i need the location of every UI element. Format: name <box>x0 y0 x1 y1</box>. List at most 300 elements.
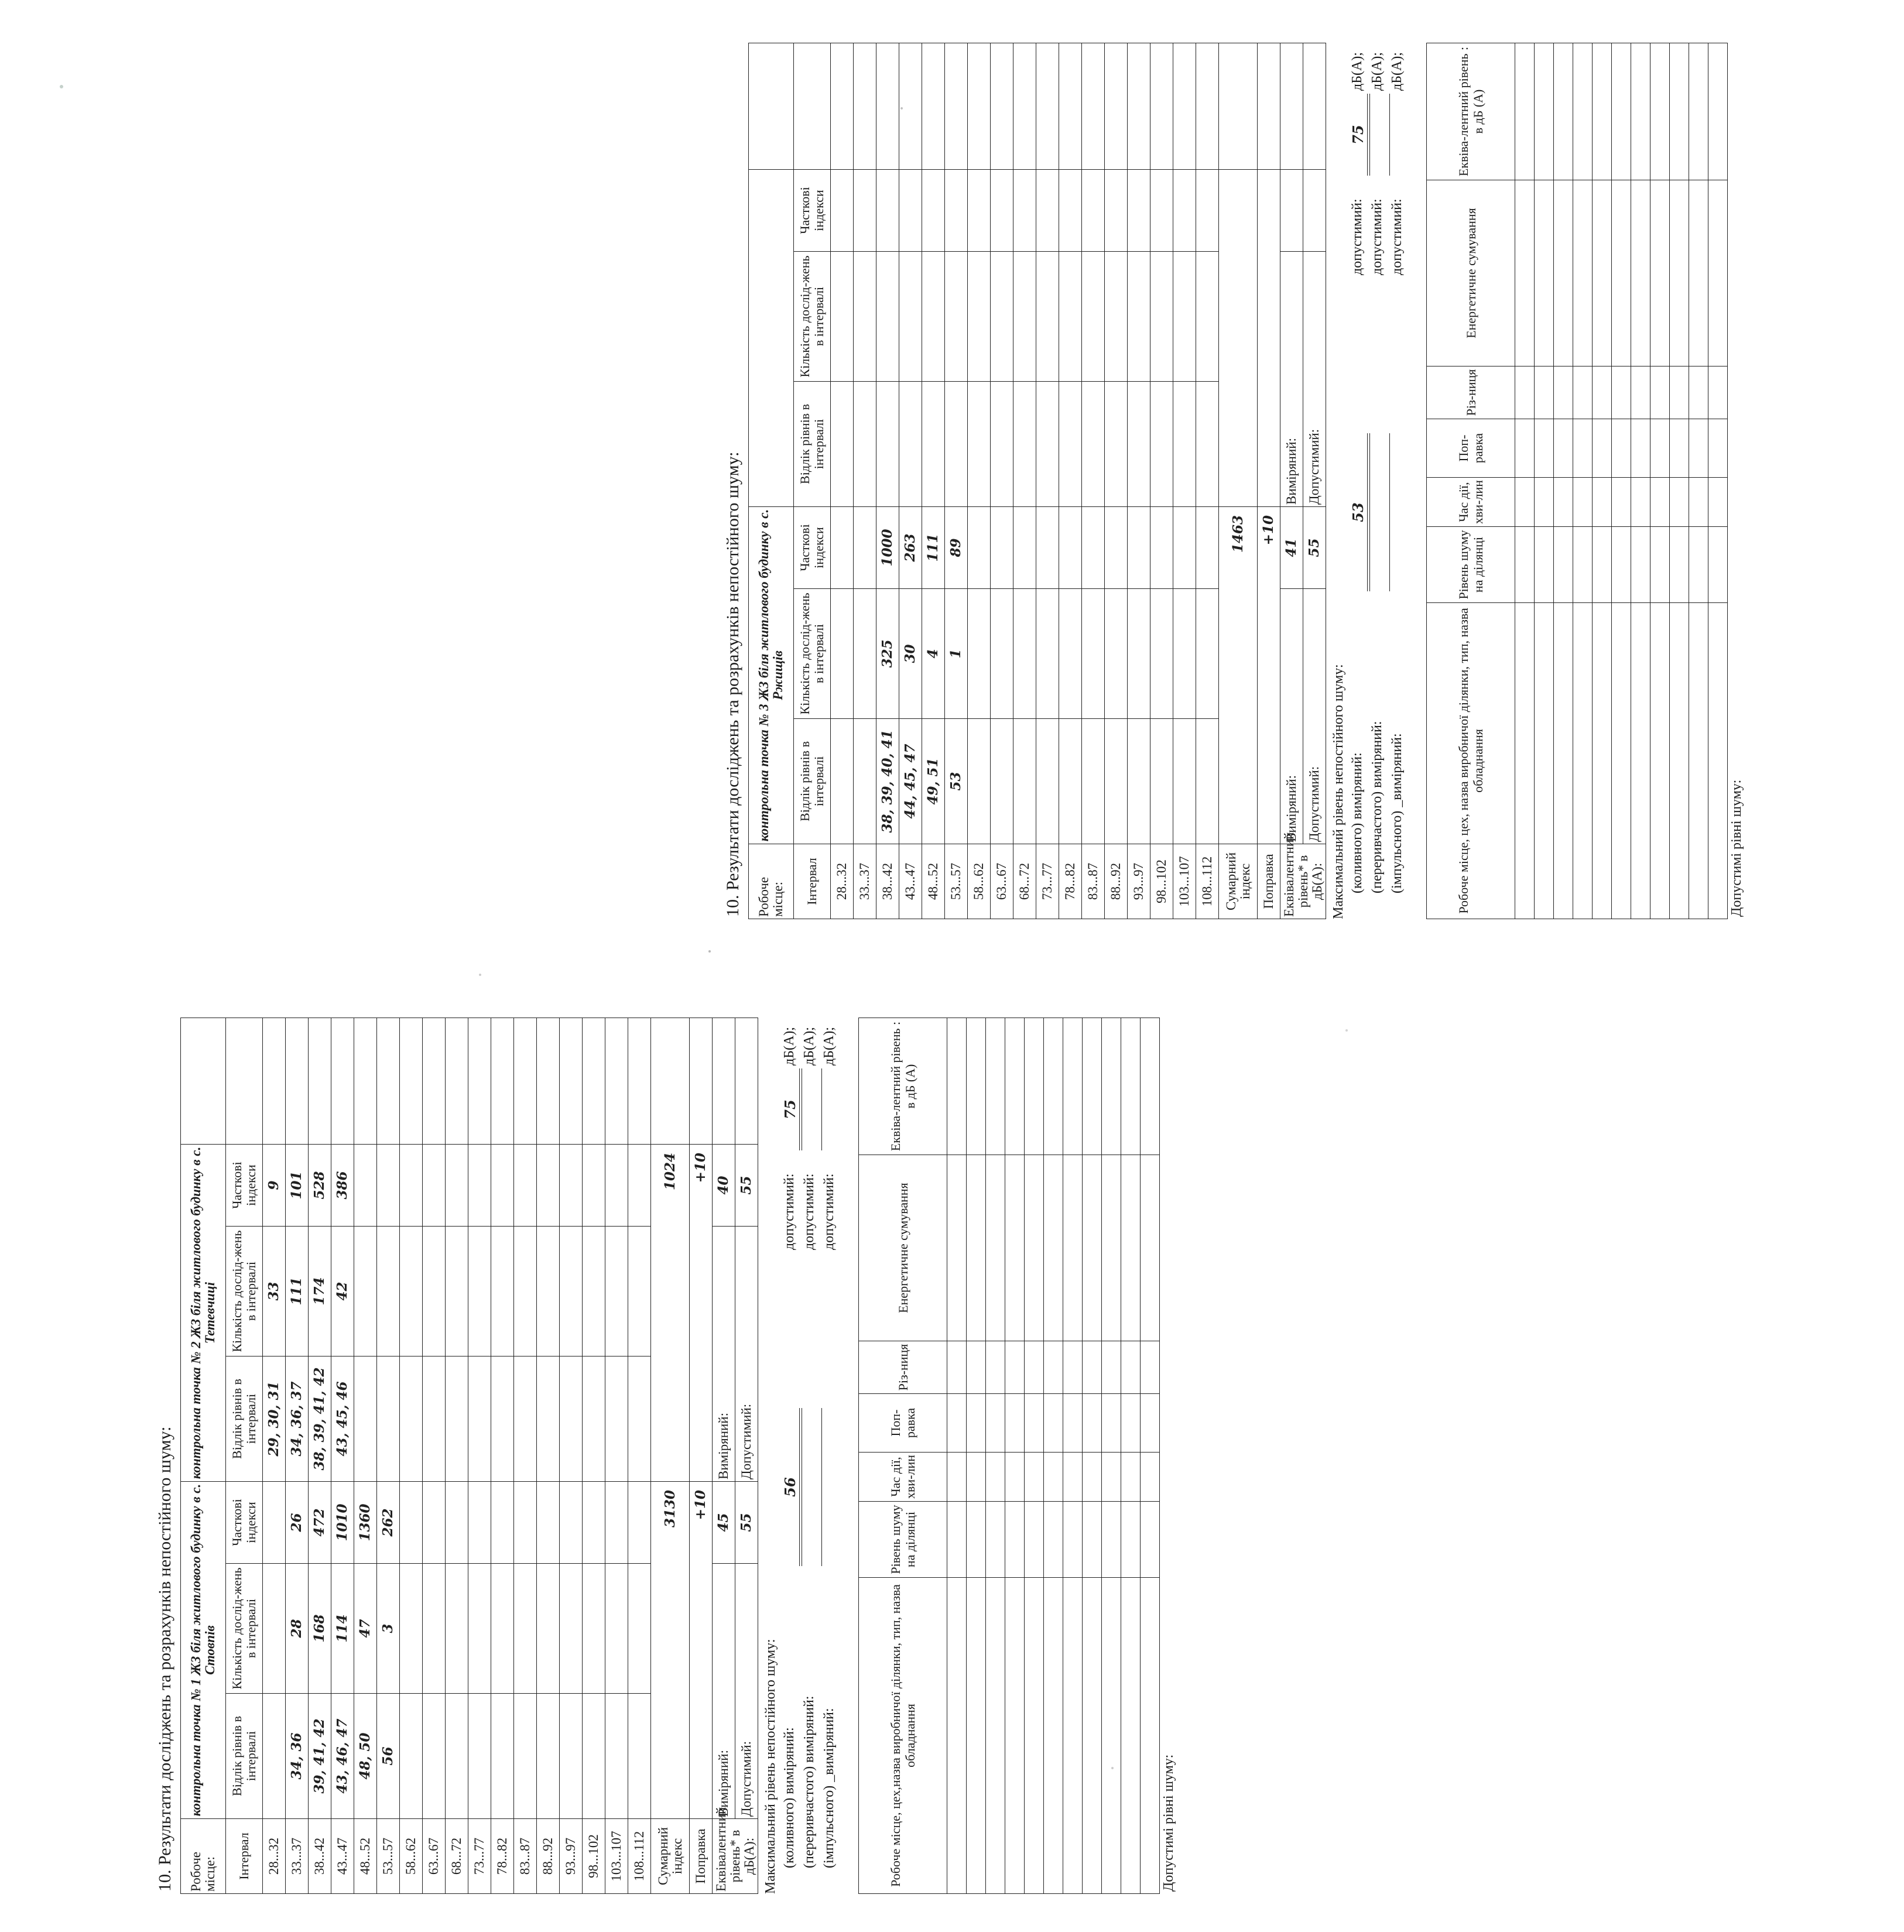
workplace-cell <box>1025 1155 1044 1341</box>
max-noise-unit: дБ(А); <box>802 1027 817 1066</box>
levels-cell <box>377 1356 400 1481</box>
sum-index-value: 1024 <box>651 1144 690 1481</box>
workplace-cell <box>1708 419 1728 478</box>
index-cell <box>1128 169 1150 251</box>
empty-cell <box>423 1018 446 1144</box>
levels-cell <box>922 382 945 507</box>
interval-row <box>899 43 922 919</box>
count-cell <box>968 589 991 719</box>
interval-cell: 33...37 <box>854 844 876 919</box>
empty-cell <box>1082 43 1105 169</box>
equivalent-level-header: Еквіва-лентний рівень : в дБ (А) <box>859 1018 947 1155</box>
workplace-cell <box>1005 1453 1025 1502</box>
max-noise-allowed-label: допустимий: <box>1369 198 1385 275</box>
index-cell <box>1128 507 1150 589</box>
index-cell <box>514 1144 537 1226</box>
workplace-cell <box>1141 1018 1160 1155</box>
levels-cell <box>899 382 922 507</box>
workplace-cell <box>1593 366 1612 419</box>
workplace-cell <box>1515 366 1535 419</box>
levels-cell <box>423 1694 446 1819</box>
empty-cell <box>945 43 968 169</box>
workplace-cell <box>1141 1394 1160 1453</box>
workplace-header: Робоче місце, цех,назва виробничої ділянки, тип, назва обладнання <box>859 1578 947 1894</box>
levels-cell <box>876 382 899 507</box>
max-noise-unit: дБ(А); <box>1389 52 1405 91</box>
index-cell: 89 <box>945 507 968 589</box>
workplace-row <box>1121 1018 1141 1894</box>
interval-cell: 108...112 <box>1196 844 1219 919</box>
index-cell <box>491 1481 514 1563</box>
count-cell <box>423 1226 446 1356</box>
workplace-cell <box>986 1502 1005 1578</box>
workplace-cell <box>1044 1453 1063 1502</box>
workplace-cell <box>1593 180 1612 366</box>
empty-cell <box>1059 43 1082 169</box>
count-cell <box>446 1564 468 1694</box>
workplace-cell <box>1083 1502 1102 1578</box>
max-noise-allowed-value <box>821 1068 822 1150</box>
levels-cell <box>491 1694 514 1819</box>
interval-row <box>945 43 968 919</box>
max-noise-allowed-label: допустимий: <box>1389 198 1405 275</box>
levels-cell <box>400 1694 423 1819</box>
index-cell <box>1173 169 1196 251</box>
max-noise-measured-value <box>1369 433 1370 591</box>
levels-cell: 49, 51 <box>922 719 945 844</box>
empty-cell <box>968 43 991 169</box>
workplace-cell <box>1670 180 1689 366</box>
workplace-row <box>1083 1018 1102 1894</box>
workplace-cell <box>947 1394 967 1453</box>
index-cell: 111 <box>922 507 945 589</box>
workplace-cell <box>947 1502 967 1578</box>
interval-cell: 78...82 <box>491 1819 514 1894</box>
workplace-cell <box>1005 1341 1025 1394</box>
levels-cell <box>831 382 854 507</box>
count-cell <box>583 1564 605 1694</box>
interval-row <box>1150 43 1173 919</box>
workplace-row <box>1612 43 1631 919</box>
workplace-cell <box>1650 527 1670 603</box>
empty-cell <box>713 1018 735 1144</box>
max-noise-allowed-label: допустимий: <box>802 1173 817 1250</box>
interval-row <box>377 1018 400 1893</box>
max-noise-block <box>763 1016 848 1894</box>
workplace-cell <box>1650 603 1670 919</box>
interval-row <box>968 43 991 919</box>
empty-cell <box>651 1018 690 1144</box>
count-cell <box>423 1564 446 1694</box>
index-cell <box>628 1144 651 1226</box>
workplace-cell <box>1612 366 1631 419</box>
count-cell <box>263 1564 286 1694</box>
empty-cell <box>286 1018 309 1144</box>
levels-cell <box>468 1694 491 1819</box>
empty-header-cell <box>181 1018 226 1144</box>
interval-row <box>1082 43 1105 919</box>
section-title: 10. Результати досліджень та розрахунків непостійного шуму: <box>723 451 742 917</box>
index-cell <box>1173 507 1196 589</box>
workplace-cell <box>1593 603 1612 919</box>
max-noise-measured-value: 56 <box>782 1408 800 1566</box>
workplace-cell <box>1593 419 1612 478</box>
index-header: Часткові індекси <box>794 507 831 589</box>
levels-cell <box>854 382 876 507</box>
workplace-cell <box>1141 1578 1160 1894</box>
interval-cell: 63...67 <box>991 844 1013 919</box>
energy-sum-header: Енергетичне сумування <box>1427 180 1515 366</box>
workplace-row <box>1593 43 1612 919</box>
max-noise-type-label: (коливного) виміряний: <box>1350 752 1365 893</box>
interval-row <box>468 1018 491 1893</box>
allowed-label: Допустимий: <box>735 1564 758 1819</box>
workplace-cell <box>947 1018 967 1155</box>
workplace-cell <box>1631 180 1650 366</box>
workplace-row <box>1689 43 1708 919</box>
count-cell <box>1082 589 1105 719</box>
duration-header: Час дії, хви-лин <box>859 1453 947 1502</box>
count-cell <box>514 1226 537 1356</box>
workplace-cell <box>1670 478 1689 527</box>
index-cell <box>605 1144 628 1226</box>
workplace-cell <box>1631 419 1650 478</box>
sum-index-value: 1463 <box>1219 507 1258 844</box>
levels-cell <box>1105 382 1128 507</box>
interval-cell: 28...32 <box>263 1819 286 1894</box>
sum-index-value <box>1219 169 1258 506</box>
empty-cell <box>1128 43 1150 169</box>
empty-cell <box>922 43 945 169</box>
levels-cell <box>583 1694 605 1819</box>
workplace-cell <box>947 1341 967 1394</box>
empty-cell <box>1280 43 1303 169</box>
levels-cell <box>537 1694 560 1819</box>
index-cell <box>537 1144 560 1226</box>
count-header: Кількість дослід-жень в інтервалі <box>794 589 831 719</box>
sum-index-label: Сумарний індекс <box>651 1819 690 1894</box>
workplace-row <box>1063 1018 1083 1894</box>
workplace-cell <box>1554 43 1573 180</box>
levels-cell <box>991 719 1013 844</box>
interval-row <box>309 1018 331 1893</box>
interval-cell: 33...37 <box>286 1819 309 1894</box>
count-cell <box>968 252 991 382</box>
workplace-cell <box>986 1453 1005 1502</box>
empty-cell <box>263 1018 286 1144</box>
levels-cell <box>1128 719 1150 844</box>
levels-cell <box>1196 382 1219 507</box>
count-cell <box>605 1564 628 1694</box>
count-cell <box>537 1564 560 1694</box>
measured-label: Виміряний: <box>1280 252 1303 507</box>
allowed-value: 55 <box>735 1144 758 1226</box>
levels-cell <box>491 1356 514 1481</box>
interval-cell: 78...82 <box>1059 844 1082 919</box>
index-header: Часткові індекси <box>794 169 831 251</box>
workplace-cell <box>1083 1394 1102 1453</box>
workplace-cell <box>1005 1394 1025 1453</box>
workplace-cell <box>1708 478 1728 527</box>
allowed-value <box>1303 169 1326 251</box>
measured-value <box>1280 169 1303 251</box>
workplace-header: Робоче місце, цех, назва виробничої ділянки, тип, назва обладнання <box>1427 603 1515 919</box>
levels-cell <box>628 1356 651 1481</box>
interval-cell: 68...72 <box>446 1819 468 1894</box>
max-noise-allowed-label: допустимий: <box>821 1173 837 1250</box>
workplace-cell <box>1612 603 1631 919</box>
workplace-row <box>1044 1018 1063 1894</box>
index-cell: 1360 <box>354 1481 377 1563</box>
levels-cell <box>1036 719 1059 844</box>
empty-cell <box>735 1018 758 1144</box>
control-point-title: контрольна точка № 3 ЖЗ біля житлового будинку в с. Ржищів <box>749 507 794 844</box>
workplace-cell <box>1689 180 1708 366</box>
allowed-value: 55 <box>735 1481 758 1563</box>
workplace-row <box>1535 43 1554 919</box>
workplace-cell <box>1631 478 1650 527</box>
workplace-cell <box>1689 43 1708 180</box>
interval-cell: 38...42 <box>309 1819 331 1894</box>
workplace-cell <box>1005 1578 1025 1894</box>
empty-cell <box>1105 43 1128 169</box>
workplace-cell <box>1535 419 1554 478</box>
count-cell: 3 <box>377 1564 400 1694</box>
workplace-cell <box>986 1578 1005 1894</box>
workplace-row <box>1141 1018 1160 1894</box>
workplace-cell <box>1631 603 1650 919</box>
workplace-cell <box>1689 419 1708 478</box>
control-point-title: контрольна точка № 1 ЖЗ біля житлового будинку в с. Стовпів <box>181 1481 226 1818</box>
workplace-noise-table <box>1426 43 1728 919</box>
levels-cell: 38, 39, 40, 41 <box>876 719 899 844</box>
empty-cell <box>446 1018 468 1144</box>
index-cell <box>446 1481 468 1563</box>
workplace-row <box>1515 43 1535 919</box>
workplace-cell <box>1121 1341 1141 1394</box>
measured-label: Виміряний: <box>1280 589 1303 844</box>
correction-value: +10 <box>1258 507 1280 844</box>
max-noise-allowed-value: 75 <box>782 1068 800 1150</box>
index-cell <box>1013 507 1036 589</box>
workplace-cell <box>967 1018 986 1155</box>
levels-cell <box>1173 719 1196 844</box>
levels-cell <box>968 719 991 844</box>
levels-cell <box>446 1356 468 1481</box>
workplace-cell <box>967 1341 986 1394</box>
empty-cell <box>1013 43 1036 169</box>
count-cell <box>468 1564 491 1694</box>
count-cell <box>1036 252 1059 382</box>
workplace-cell <box>1121 1018 1141 1155</box>
interval-cell: 58...62 <box>400 1819 423 1894</box>
workplace-cell <box>967 1394 986 1453</box>
count-cell: 47 <box>354 1564 377 1694</box>
workplace-cell <box>967 1578 986 1894</box>
interval-cell: 88...92 <box>1105 844 1128 919</box>
workplace-cell <box>1083 1155 1102 1341</box>
levels-cell: 53 <box>945 719 968 844</box>
empty-cell <box>899 43 922 169</box>
workplace-cell <box>1141 1341 1160 1394</box>
max-noise-measured-value <box>821 1408 822 1566</box>
empty-header-cell <box>749 43 794 169</box>
workplace-cell <box>967 1453 986 1502</box>
workplace-cell <box>1044 1394 1063 1453</box>
workplace-cell <box>1044 1018 1063 1155</box>
interval-row <box>1196 43 1219 919</box>
max-noise-type-label: (імпульсного) _виміряний: <box>1389 733 1405 893</box>
difference-header: Різ-ниця <box>1427 366 1515 419</box>
workplace-cell <box>1708 527 1728 603</box>
count-cell <box>605 1226 628 1356</box>
count-cell <box>1173 589 1196 719</box>
sum-index-value: 3130 <box>651 1481 690 1818</box>
workplace-cell <box>1670 527 1689 603</box>
levels-header: Відлік рівнів в інтервалі <box>226 1694 263 1819</box>
workplace-cell <box>986 1394 1005 1453</box>
workplace-cell <box>1063 1155 1083 1341</box>
max-noise-unit: дБ(А); <box>821 1027 837 1066</box>
allowed-noise-levels-label: Допустимі рівні шуму: <box>1161 1754 1176 1892</box>
interval-cell: 103...107 <box>1173 844 1196 919</box>
workplace-cell <box>1631 366 1650 419</box>
workplace-cell <box>1005 1155 1025 1341</box>
index-cell <box>1196 169 1219 251</box>
allowed-label: Допустимий: <box>735 1226 758 1481</box>
workplace-cell <box>1025 1394 1044 1453</box>
index-cell <box>991 507 1013 589</box>
measured-value: 41 <box>1280 507 1303 589</box>
count-cell <box>1128 252 1150 382</box>
empty-cell <box>583 1018 605 1144</box>
index-cell: 101 <box>286 1144 309 1226</box>
workplace-cell <box>1063 1453 1083 1502</box>
index-cell <box>400 1481 423 1563</box>
levels-cell <box>1059 719 1082 844</box>
workplace-row <box>1708 43 1728 919</box>
interval-row <box>605 1018 628 1893</box>
workplace-cell <box>1141 1155 1160 1341</box>
index-cell <box>991 169 1013 251</box>
workplace-cell <box>986 1155 1005 1341</box>
interval-row <box>991 43 1013 919</box>
interval-row <box>286 1018 309 1893</box>
index-cell <box>423 1144 446 1226</box>
count-cell <box>945 252 968 382</box>
max-noise-measured-value: 53 <box>1350 433 1368 591</box>
count-cell <box>1196 252 1219 382</box>
workplace-cell <box>1535 43 1554 180</box>
workplace-cell <box>1573 478 1593 527</box>
allowed-value: 55 <box>1303 507 1326 589</box>
workplace-cell <box>1102 1578 1121 1894</box>
interval-cell: 28...32 <box>831 844 854 919</box>
measured-value: 40 <box>713 1144 735 1226</box>
correction-header: Поп-равка <box>1427 419 1515 478</box>
index-cell: 263 <box>899 507 922 589</box>
sum-index-label: Сумарний індекс <box>1219 844 1258 919</box>
max-noise-type-label: (переривчастого) виміряний: <box>802 1695 817 1868</box>
interval-header: Інтервал <box>226 1819 263 1894</box>
count-cell <box>560 1226 583 1356</box>
workplace-cell <box>1063 1502 1083 1578</box>
index-cell <box>1036 507 1059 589</box>
index-cell: 1010 <box>331 1481 354 1563</box>
empty-cell <box>1303 43 1326 169</box>
count-cell <box>899 252 922 382</box>
count-cell: 33 <box>263 1226 286 1356</box>
interval-cell: 43...47 <box>331 1819 354 1894</box>
count-cell <box>831 589 854 719</box>
interval-row <box>831 43 854 919</box>
max-noise-type-label: (переривчастого) виміряний: <box>1369 721 1385 893</box>
empty-cell <box>1173 43 1196 169</box>
workplace-cell <box>1631 43 1650 180</box>
interval-cell: 43...47 <box>899 844 922 919</box>
levels-cell <box>1150 382 1173 507</box>
workplace-cell <box>1044 1502 1063 1578</box>
empty-header-cell <box>794 43 831 169</box>
max-noise-type-label: (коливного) виміряний: <box>782 1727 797 1868</box>
noise-level-header: Рівень шуму на ділянці <box>1427 527 1515 603</box>
control-point-title <box>749 169 794 506</box>
index-cell <box>583 1481 605 1563</box>
workplace-cell <box>1670 366 1689 419</box>
index-cell: 472 <box>309 1481 331 1563</box>
workplace-cell <box>1708 180 1728 366</box>
interval-row <box>583 1018 605 1893</box>
correction-value: +10 <box>690 1481 713 1818</box>
count-cell <box>377 1226 400 1356</box>
difference-header: Різ-ниця <box>859 1341 947 1394</box>
workplace-row <box>1554 43 1573 919</box>
levels-cell: 56 <box>377 1694 400 1819</box>
correction-value <box>1258 169 1280 506</box>
count-cell <box>560 1564 583 1694</box>
workplace-cell <box>1593 43 1612 180</box>
correction-label: Поправка <box>1258 844 1280 919</box>
workplace-cell <box>1573 366 1593 419</box>
index-cell <box>537 1481 560 1563</box>
workplace-cell <box>1573 180 1593 366</box>
interval-cell: 98...102 <box>583 1819 605 1894</box>
workplace-cell <box>1573 603 1593 919</box>
workplace-cell <box>1670 603 1689 919</box>
workplace-row <box>1025 1018 1044 1894</box>
workplace-cell <box>1612 180 1631 366</box>
interval-cell: 73...77 <box>1036 844 1059 919</box>
index-cell <box>1036 169 1059 251</box>
count-cell <box>514 1564 537 1694</box>
left-form-page <box>153 1016 1336 1894</box>
workplace-cell <box>1141 1502 1160 1578</box>
levels-cell <box>1082 719 1105 844</box>
empty-cell <box>560 1018 583 1144</box>
count-cell: 168 <box>309 1564 331 1694</box>
count-cell: 325 <box>876 589 899 719</box>
index-cell <box>628 1481 651 1563</box>
workplace-cell <box>1612 478 1631 527</box>
empty-cell <box>831 43 854 169</box>
workplace-cell <box>1044 1341 1063 1394</box>
count-cell: 28 <box>286 1564 309 1694</box>
interval-row <box>514 1018 537 1893</box>
index-cell <box>1105 507 1128 589</box>
workplace-cell <box>1612 527 1631 603</box>
index-cell <box>1082 507 1105 589</box>
interval-cell: 58...62 <box>968 844 991 919</box>
